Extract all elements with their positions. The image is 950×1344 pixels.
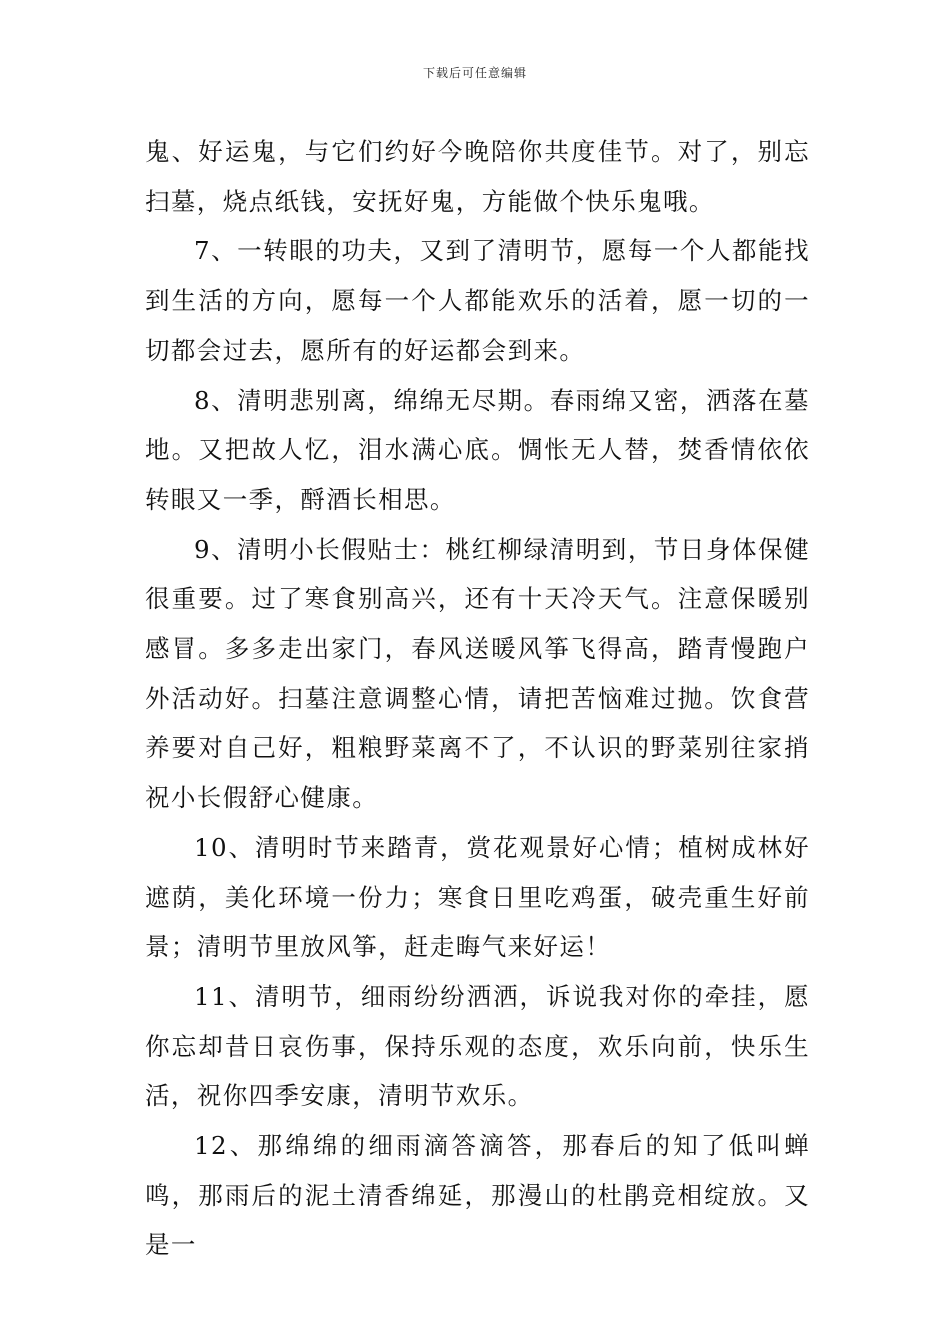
paragraph-continuation: 鬼、好运鬼，与它们约好今晚陪你共度佳节。对了，别忘扫墓，烧点纸钱，安抚好鬼，方能做个快乐鬼哦。 [145, 137, 810, 216]
paragraph-item-8: 8、清明悲别离，绵绵无尽期。春雨绵又密，洒落在墓地。又把故人忆，泪水满心底。惆怅无人替，焚香情依依转眼又一季，酹酒长相思。 [145, 385, 810, 514]
paragraph-item-11: 11、清明节，细雨纷纷洒洒，诉说我对你的牵挂，愿你忘却昔日哀伤事，保持乐观的态度，欢乐向前，快乐生活，祝你四季安康，清明节欢乐。 [145, 981, 810, 1111]
paragraph-item-7: 7、一转眼的功夫，又到了清明节，愿每一个人都能找到生活的方向，愿每一个人都能欢乐的活着，愿一切的一切都会过去，愿所有的好运都会到来。 [145, 236, 810, 365]
paragraph-item-12: 12、那绵绵的细雨滴答滴答，那春后的知了低叫蝉鸣，那雨后的泥土清香绵延，那漫山的杜鹃竞相绽放。又是一 [145, 1131, 810, 1260]
document-body [145, 127, 810, 1270]
paragraph-item-10: 10、清明时节来踏青，赏花观景好心情；植树成林好遮荫，美化环境一份力；寒食日里吃鸡蛋，破壳重生好前景；清明节里放风筝，赶走晦气来好运！ [145, 832, 810, 962]
paragraph-item-9: 9、清明小长假贴士：桃红柳绿清明到，节日身体保健很重要。过了寒食别高兴，还有十天冷天气。注意保暖别感冒。多多走出家门，春风送暖风筝飞得高，踏青慢跑户外活动好。扫墓注意调整心情，请把苦恼难过抛。饮食营养要对自己好，粗粮野菜离不了，不认识的野菜别往家捎祝小长假舒心健康。 [145, 534, 810, 813]
page-header-note: 下载后可任意编辑 [422, 66, 527, 80]
